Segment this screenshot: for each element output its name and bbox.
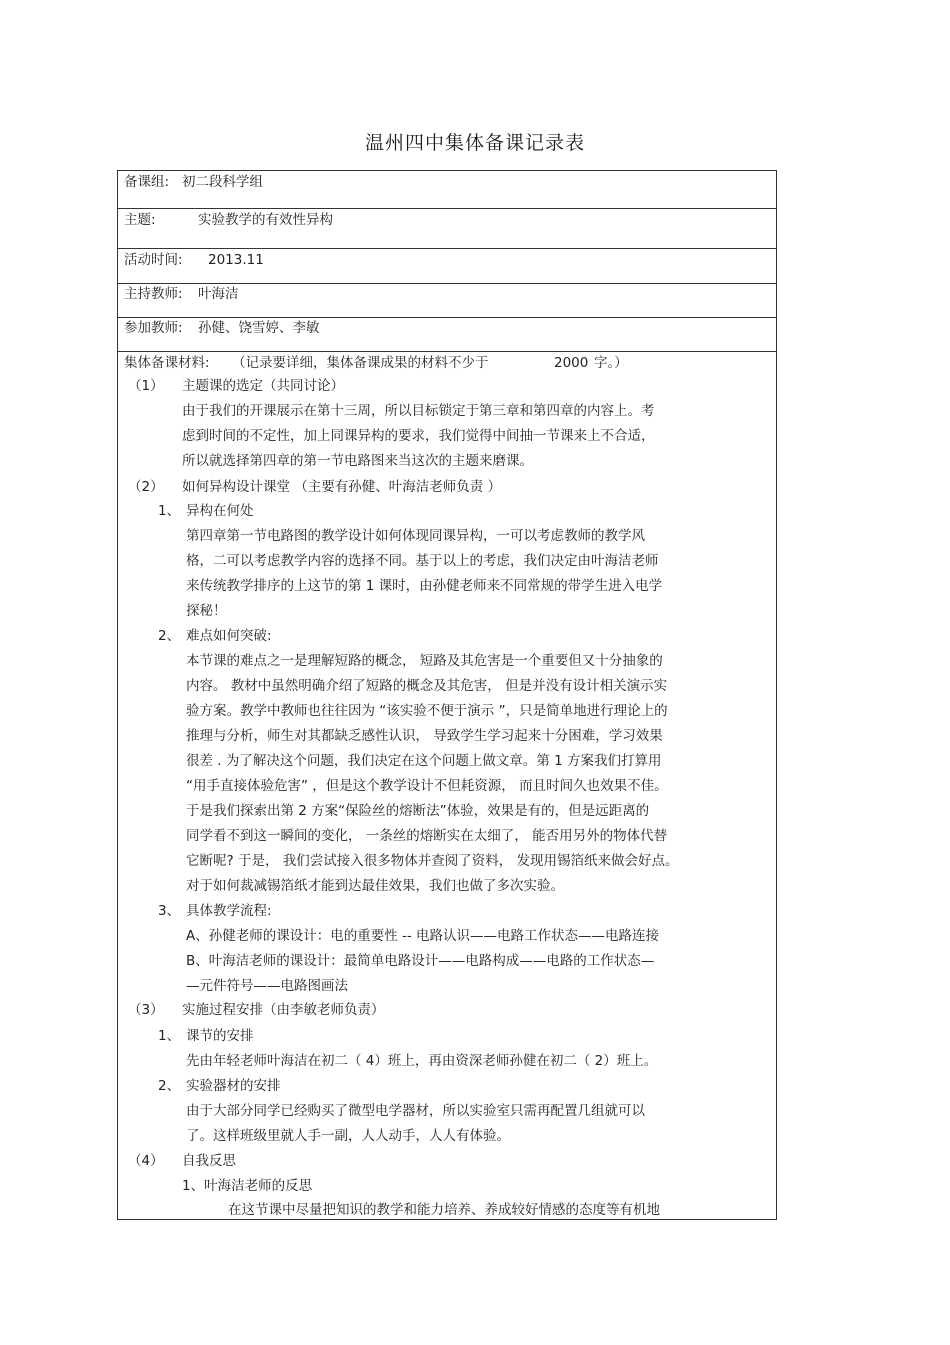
body-line: “用手直接体验危害” ，但是这个教学设计不但耗资源， 而且时间久也效果不佳。 <box>186 778 668 794</box>
row-divider <box>118 248 776 249</box>
body-line: 同学看不到这一瞬间的变化， 一条丝的熔断实在太细了， 能否用另外的物体代替 <box>186 828 668 844</box>
subsection-title: 实验器材的安排 <box>186 1078 281 1094</box>
group-value: 初二段科学组 <box>182 174 263 190</box>
body-line: 所以就选择第四章的第一节电路图来当这次的主题来磨课。 <box>182 453 533 469</box>
body-line: 了。这样班级里就人手一副，人人动手，人人有体验。 <box>186 1128 510 1144</box>
body-line: 来传统教学排序的上这节的第 1 课时，由孙健老师来不同常规的带学生进入电学 <box>186 578 663 594</box>
materials-heading: 集体备课材料: <box>124 355 210 371</box>
subsection-number: 1、 <box>158 503 181 519</box>
section-3-number: （3） <box>128 1002 164 1018</box>
subsection-title: 异构在何处 <box>186 503 254 519</box>
body-line: 由于我们的开课展示在第十三周，所以目标锁定于第三章和第四章的内容上。考 <box>182 403 655 419</box>
subsection-title: 1、叶海洁老师的反思 <box>182 1178 313 1194</box>
body-line: 它断呢? 于是， 我们尝试接入很多物体并查阅了资料， 发现用锡箔纸来做会好点。 <box>186 853 679 869</box>
body-line: A、孙健老师的课设计：电的重要性 -- 电路认识——电路工作状态——电路连接 <box>186 928 660 944</box>
row-divider <box>118 351 776 352</box>
participants-value: 孙健、饶雪婷、李敏 <box>198 320 320 336</box>
section-4-title: 自我反思 <box>182 1153 236 1169</box>
section-1-title: 主题课的选定（共同讨论） <box>182 378 344 394</box>
subsection-number: 3、 <box>158 903 181 919</box>
section-4-number: （4） <box>128 1153 164 1169</box>
topic-value: 实验教学的有效性异构 <box>198 212 333 228</box>
group-label: 备课组: <box>124 174 170 190</box>
subsection-title: 具体教学流程: <box>186 903 272 919</box>
section-1-number: （1） <box>128 378 164 394</box>
body-line: 格，二可以考虑教学内容的选择不同。基于以上的考虑，我们决定由叶海洁老师 <box>186 553 659 569</box>
body-line: —元件符号——电路图画法 <box>186 978 348 994</box>
section-3-title: 实施过程安排（由李敏老师负责） <box>182 1002 385 1018</box>
body-line: 验方案。教学中教师也往往因为 “该实验不便于演示 ”，只是简单地进行理论上的 <box>186 703 668 719</box>
topic-label: 主题: <box>124 212 156 228</box>
host-value: 叶海洁 <box>198 286 239 302</box>
materials-note: （记录要详细，集体备课成果的材料不少于 <box>232 355 489 371</box>
body-line: 在这节课中尽量把知识的教学和能力培养、养成较好情感的态度等有机地 <box>228 1202 660 1218</box>
row-divider <box>118 317 776 318</box>
body-line: 探秘！ <box>186 603 227 619</box>
time-value: 2013.11 <box>208 252 264 268</box>
subsection-title: 难点如何突破: <box>186 628 272 644</box>
subsection-number: 2、 <box>158 1078 181 1094</box>
row-divider <box>118 283 776 284</box>
body-line: 由于大部分同学已经购买了微型电学器材，所以实验室只需再配置几组就可以 <box>186 1103 645 1119</box>
host-label: 主持教师: <box>124 286 183 302</box>
body-line: 推理与分析，师生对其都缺乏感性认识， 导致学生学习起来十分困难，学习效果 <box>186 728 663 744</box>
subsection-number: 2、 <box>158 628 181 644</box>
materials-note-end: 字。） <box>594 355 628 371</box>
section-2-title: 如何异构设计课堂 （主要有孙健、叶海洁老师负责 ） <box>182 479 502 495</box>
body-line: 对于如何裁减锡箔纸才能到达最佳效果，我们也做了多次实验。 <box>186 878 564 894</box>
row-divider <box>118 208 776 209</box>
body-line: 第四章第一节电路图的教学设计如何体现同课异构，一可以考虑教师的教学风 <box>186 528 645 544</box>
body-line: 很差 . 为了解决这个问题，我们决定在这个问题上做文章。第 1 方案我们打算用 <box>186 753 662 769</box>
body-line: 本节课的难点之一是理解短路的概念， 短路及其危害是一个重要但又十分抽象的 <box>186 653 663 669</box>
body-line: 内容。 教材中虽然明确介绍了短路的概念及其危害， 但是并没有设计相关演示实 <box>186 678 668 694</box>
page-title: 温州四中集体备课记录表 <box>364 132 585 154</box>
subsection-number: 1、 <box>158 1028 181 1044</box>
body-line: 先由年轻老师叶海洁在初二（ 4）班上，再由资深老师孙健在初二（ 2）班上。 <box>186 1053 658 1069</box>
participants-label: 参加教师: <box>124 320 183 336</box>
body-line: B、叶海洁老师的课设计：最简单电路设计——电路构成——电路的工作状态— <box>186 953 655 969</box>
record-table <box>117 170 777 1220</box>
subsection-title: 课节的安排 <box>186 1028 254 1044</box>
body-line: 虑到时间的不定性，加上同课异构的要求，我们觉得中间抽一节课来上不合适， <box>182 428 655 444</box>
materials-word-count: 2000 <box>554 355 589 371</box>
body-line: 于是我们探索出第 2 方案“保险丝的熔断法”体验，效果是有的，但是远距离的 <box>186 803 650 819</box>
section-2-number: （2） <box>128 479 164 495</box>
time-label: 活动时间: <box>124 252 183 268</box>
